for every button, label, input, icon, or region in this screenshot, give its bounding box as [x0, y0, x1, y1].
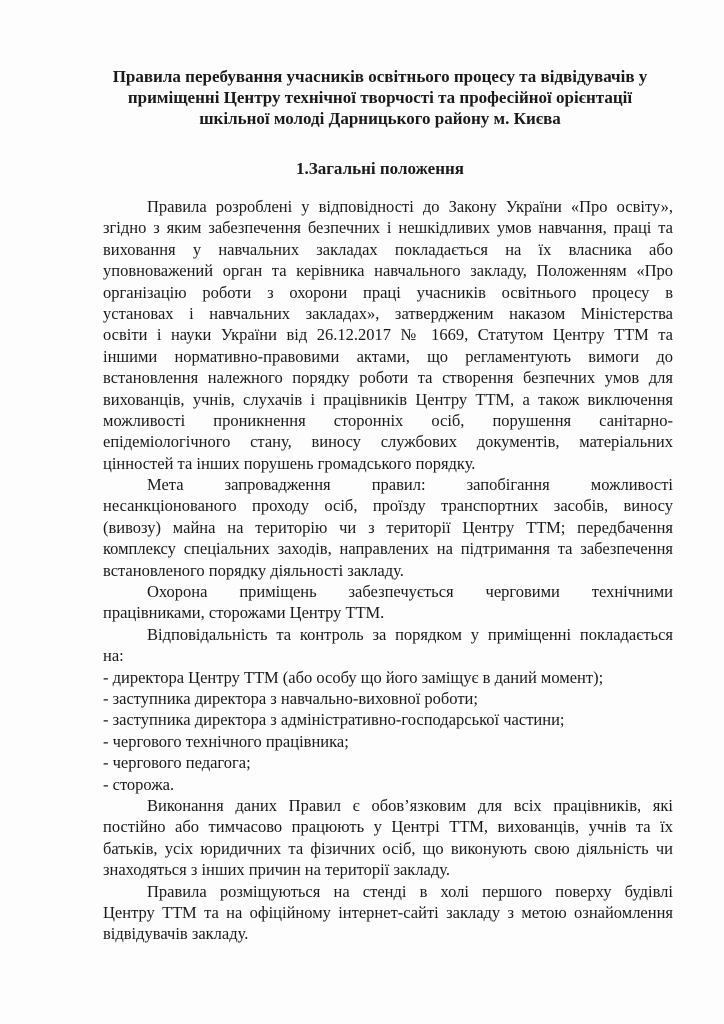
text-line: комплексу спеціальних заходів, направлених на підтримання та забезпечення [103, 539, 673, 559]
list-item: - сторожа. [103, 774, 175, 794]
paragraph [103, 624, 673, 667]
paragraph [103, 795, 673, 881]
text-line: Відповідальність та контроль за порядком у приміщенні покладається [147, 624, 673, 644]
text-line: Мета запровадження правил: запобігання можливості [147, 475, 673, 495]
text-line: згідно з яким забезпечення безпечних і нешкідливих умов навчання, праці та [103, 218, 673, 238]
text-line: Правила розміщуються на стенді в холі першого поверху будівлі [147, 881, 673, 901]
text-line: Центру ТТМ та на офіційному інтернет-сайті закладу з метою ознайомлення [103, 902, 673, 922]
section-heading: 1.Загальні положення [295, 159, 464, 178]
paragraph [103, 196, 673, 474]
text-line: на: [103, 646, 124, 666]
text-line: уповноважений орган та керівника навчального закладу, Положенням «Про [103, 261, 673, 281]
list-item: - чергового технічного працівника; [103, 731, 349, 751]
title-line: шкільної молоді Дарницького району м. Києва [199, 109, 561, 128]
text-line: (вивозу) майна на територію чи з території Центру ТТМ; передбачення [103, 517, 673, 537]
responsibility-list [103, 667, 673, 795]
title-line: Правила перебування учасників освітнього процесу та відвідувачів у [112, 67, 648, 86]
text-line: батьків, усіх юридичних та фізичних осіб, що виконують свою діяльність чи [103, 838, 673, 858]
text-line: постійно або тимчасово працюють у Центрі ТТМ, вихованців, учнів та їх [103, 817, 673, 837]
text-line: епідеміологічного стану, виносу службових документів, матеріальних [103, 432, 673, 452]
list-item: - заступника директора з адміністративно-господарської частини; [103, 710, 565, 730]
text-line: Виконання даних Правил є обов’язковим для всіх працівників, які [147, 795, 673, 815]
title-line: приміщенні Центру технічної творчості та професійної орієнтації [127, 88, 633, 107]
text-line: Охорона приміщень забезпечується черговими технічними [147, 582, 673, 602]
list-item: - заступника директора з навчально-виховної роботи; [103, 688, 478, 708]
text-line: освіти і науки України від 26.12.2017 № 1669, Статутом Центру ТТМ та [103, 325, 673, 345]
text-line: можливості проникнення сторонніх осіб, порушення санітарно- [103, 410, 673, 430]
paragraph [103, 581, 673, 624]
text-line: відвідувачів закладу. [103, 924, 249, 944]
paragraph [103, 474, 673, 581]
text-line: установах і навчальних закладах», затвердженим наказом Міністерства [103, 303, 673, 323]
list-item: - чергового педагога; [103, 753, 251, 773]
text-line: знаходяться з інших причин на території закладу. [103, 860, 450, 880]
list-item: - директора Центру ТТМ (або особу що його заміщує в даний момент); [103, 667, 604, 687]
text-line: цінностей та інших порушень громадського порядку. [103, 453, 476, 473]
text-line: виховання у навчальних закладах покладається на їх власника або [103, 239, 673, 259]
text-line: організацію роботи з охорони праці учасників освітнього процесу в [103, 282, 673, 302]
text-line: Правила розроблені у відповідності до Закону України «Про освіту», [147, 197, 673, 216]
text-line: встановленого порядку діяльності закладу. [103, 560, 404, 580]
text-line: іншими нормативно-правовими актами, що регламентують вимоги до [103, 346, 673, 366]
text-line: працівниками, сторожами Центру ТТМ. [103, 603, 385, 623]
text-line: встановлення належного порядку роботи та створення безпечних умов для [103, 368, 673, 388]
paragraph [103, 881, 673, 945]
text-line: несанкціонованого проходу осіб, проїзду транспортних засобів, виносу [103, 496, 673, 516]
document-body [103, 196, 673, 945]
text-line: вихованців, учнів, слухачів і працівників Центру ТТМ, а також виключення [103, 389, 673, 409]
document-title [100, 66, 660, 129]
